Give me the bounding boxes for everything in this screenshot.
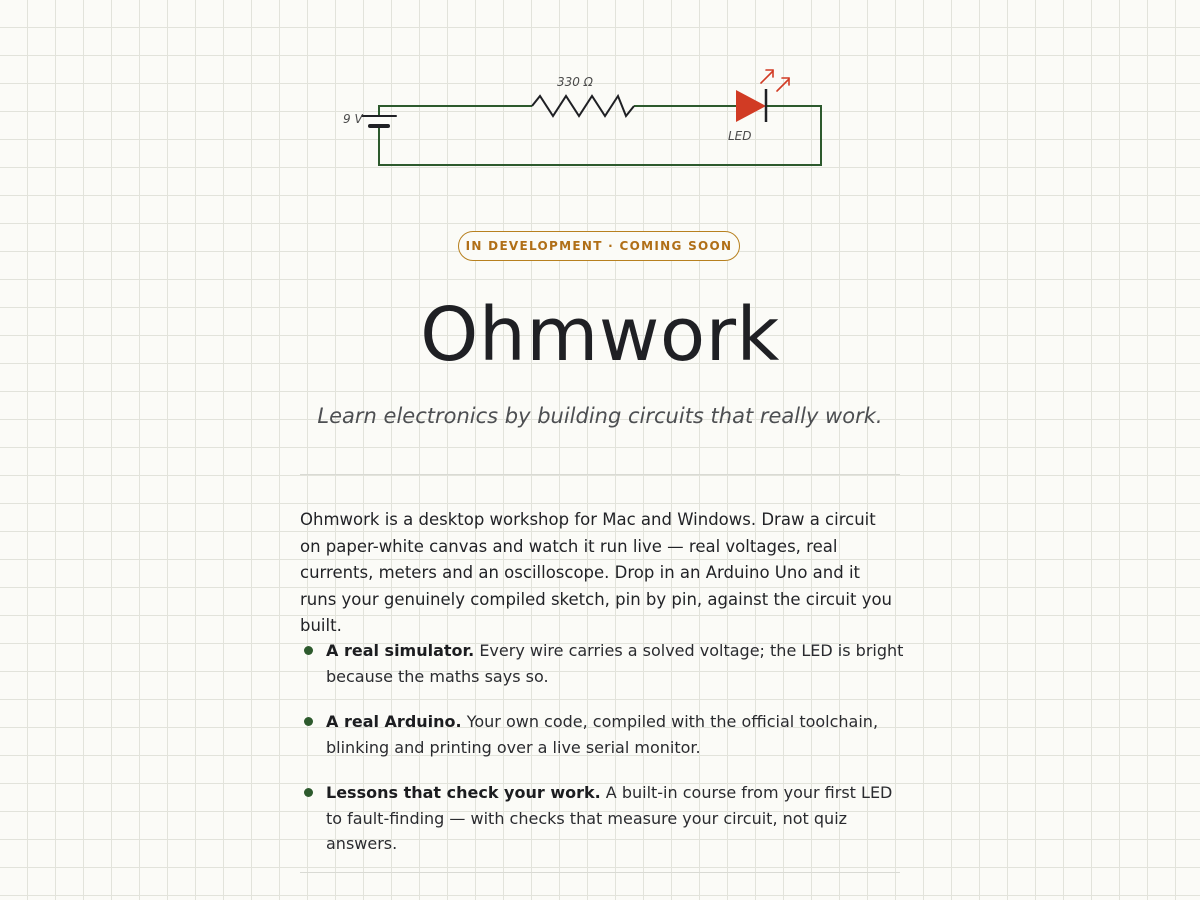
feature-lead: Lessons that check your work. [326, 783, 601, 802]
feature-item [300, 780, 910, 857]
wire-top-left [379, 106, 532, 116]
resistor-label: 330 Ω [557, 75, 593, 89]
feature-text: Your own code, compiled with the official toolchain, blinking and printing over a live serial monitor. [326, 712, 879, 757]
battery-icon [362, 116, 396, 126]
battery-label: 9 V [343, 112, 363, 126]
bullet-icon [304, 646, 313, 655]
divider-top [300, 474, 900, 475]
bullet-icon [304, 717, 313, 726]
feature-text: A built-in course from your first LED to fault-finding — with checks that measure your circuit, not quiz answers. [326, 783, 893, 853]
led-icon [736, 89, 766, 122]
resistor-icon [532, 96, 634, 116]
tagline: Learn electronics by building circuits that really work. [317, 404, 883, 428]
feature-list [300, 638, 910, 877]
intro-paragraph: Ohmwork is a desktop workshop for Mac and Windows. Draw a circuit on paper-white canvas and watch it run live — real voltages, real currents, meters and an oscilloscope. Drop in an Arduino Uno and it runs your genuinely compiled sketch, pin by pin, against the circuit you built. [300, 510, 893, 635]
circuit-wires [379, 106, 821, 165]
status-badge [458, 231, 740, 261]
wire-right [379, 106, 821, 165]
feature-item [300, 638, 910, 689]
circuit-illustration [0, 0, 1200, 190]
feature-item [300, 709, 910, 760]
feature-lead: A real simulator. [326, 641, 475, 660]
divider-bottom [300, 872, 900, 873]
light-emission-arrows-icon [761, 70, 789, 91]
page-title: Ohmwork [420, 292, 780, 378]
feature-text: Every wire carries a solved voltage; the LED is bright because the maths says so. [326, 641, 904, 686]
bullet-icon [304, 788, 313, 797]
led-label: LED [728, 129, 752, 143]
status-badge-text: IN DEVELOPMENT · COMING SOON [465, 239, 733, 253]
feature-lead: A real Arduino. [326, 712, 462, 731]
